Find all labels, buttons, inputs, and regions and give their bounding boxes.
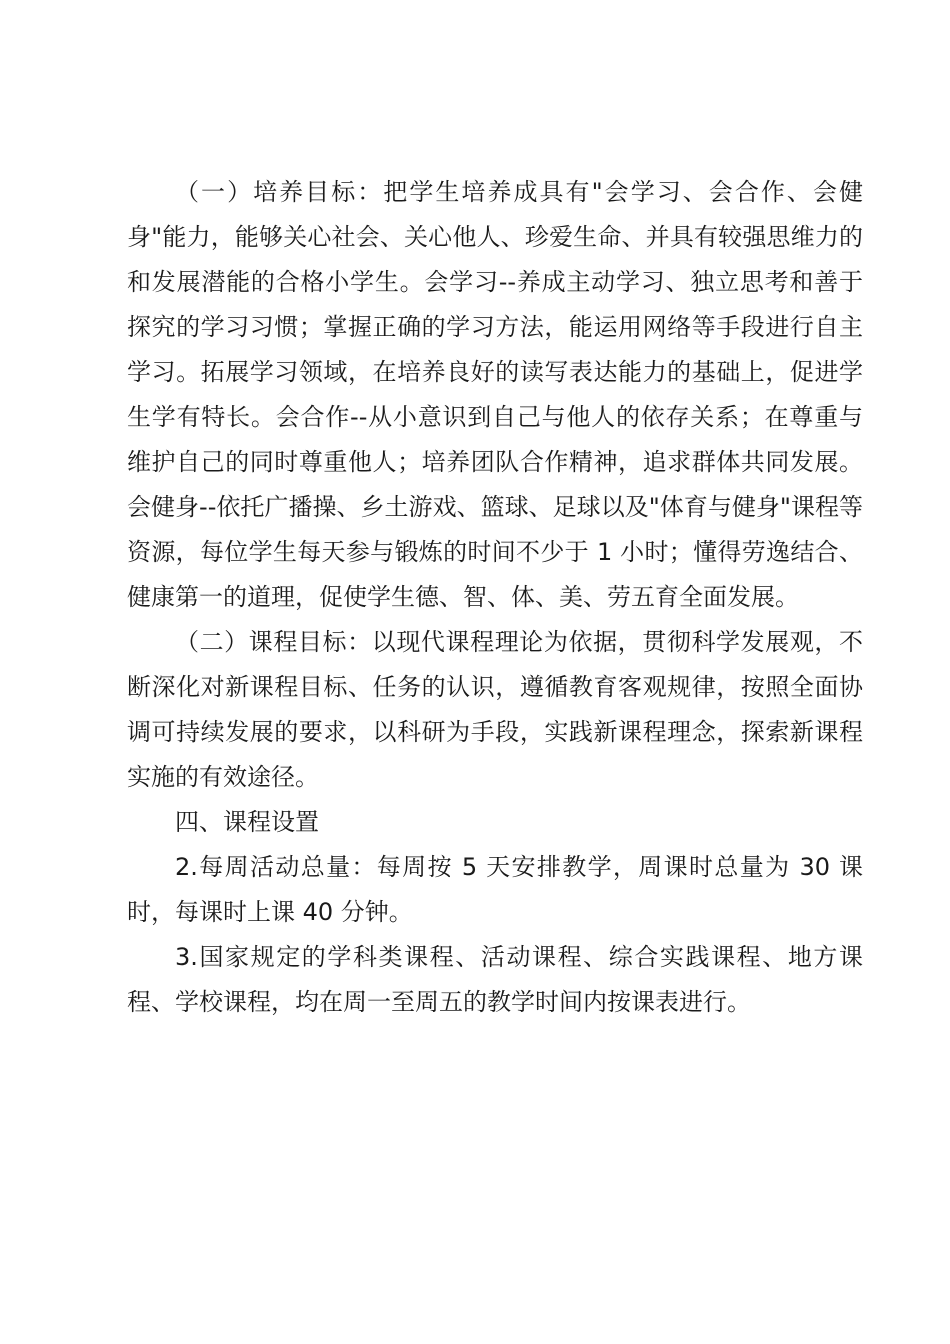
document-body: [127, 170, 863, 1025]
paragraph-national-courses: 3.国家规定的学科类课程、活动课程、综合实践课程、地方课程、学校课程，均在周一至周五的教学时间内按课表进行。: [127, 943, 863, 1016]
paragraph-weekly-activity: 2.每周活动总量：每周按 5 天安排教学，周课时总量为 30 课时，每课时上课 40 分钟。: [127, 853, 863, 926]
paragraph-curriculum-goals: （二）课程目标：以现代课程理论为依据，贯彻科学发展观，不断深化对新课程目标、任务的认识，遵循教育客观规律，按照全面协调可持续发展的要求，以科研为手段，实践新课程理念，探索新课程实施的有效途径。: [127, 628, 863, 791]
paragraph-training-goals: （一）培养目标：把学生培养成具有"会学习、会合作、会健身"能力，能够关心社会、关心他人、珍爱生命、并具有较强思维力的和发展潜能的合格小学生。会学习--养成主动学习、独立思考和善于探究的学习习惯；掌握正确的学习方法，能运用网络等手段进行自主学习。拓展学习领域，在培养良好的读写表达能力的基础上，促进学生学有特长。会合作--从小意识到自己与他人的依存关系；在尊重与维护自己的同时尊重他人；培养团队合作精神，追求群体共同发展。会健身--依托广播操、乡土游戏、篮球、足球以及"体育与健身"课程等资源，每位学生每天参与锻炼的时间不少于 1 小时；懂得劳逸结合、健康第一的道理，促使学生德、智、体、美、劳五育全面发展。: [127, 178, 863, 611]
section-heading-curriculum-setup: 四、课程设置: [175, 808, 319, 836]
